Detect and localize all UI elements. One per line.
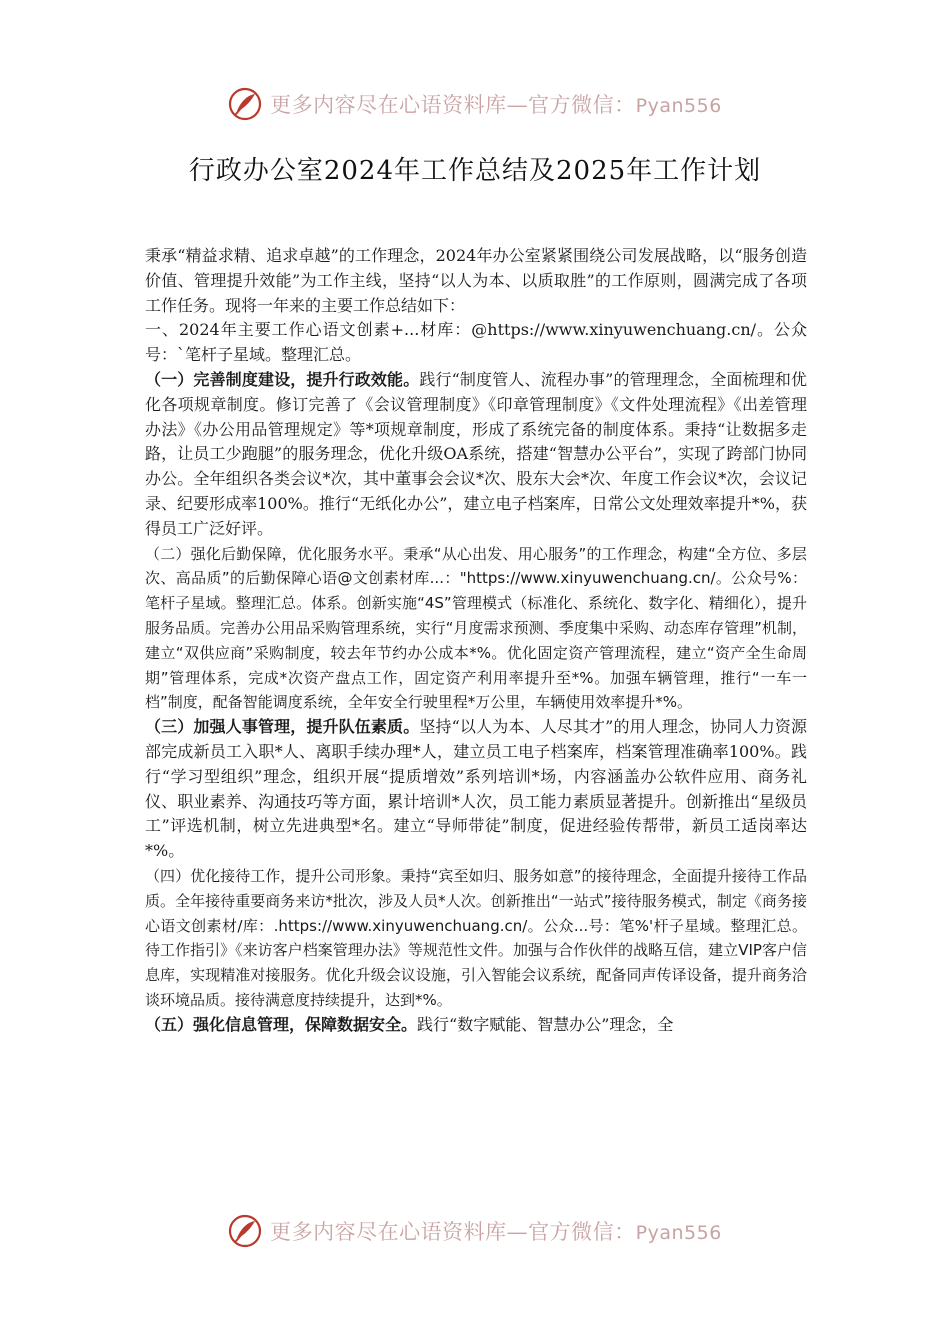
banner-text: 更多内容尽在心语资料库—官方微信：Pyan556 <box>270 1220 722 1244</box>
paragraph-5-heading: （五）强化信息管理，保障数据安全。 <box>145 1014 418 1034</box>
quill-logo-icon <box>228 87 262 121</box>
paragraph-5 <box>145 1013 807 1038</box>
document-body <box>145 244 807 1038</box>
paragraph-2: （二）强化后勤保障，优化服务水平。秉承“从心出发、用心服务”的工作理念，构建“全方位、多层次、高品质”的后勤保障心语@文创素材库...："https://www.xinyuwenchuang.cn/。公众号%：笔杆子星域。整理汇总。体系。创新实施“4S”管理模式（标准化、系统化、数字化、精细化），提升服务品质。完善办公用品采购管理系统，实行“月度需求预测、季度集中采购、动态库存管理”机制，建立“双供应商”采购制度，较去年节约办公成本*%。优化固定资产管理流程，建立“资产全生命周期”管理体系，完成*次资产盘点工作，固定资产利用率提升至*%。加强车辆管理，推行“一车一档”制度，配备智能调度系统，全年安全行驶里程*万公里，车辆使用效率提升*%。 <box>145 544 807 712</box>
paragraph-4: （四）优化接待工作，提升公司形象。秉持“宾至如归、服务如意”的接待理念，全面提升接待工作品质。全年接待重要商务来访*批次，涉及人员*人次。创新推出“一站式”接待服务模式，制定《商务接心语文创素材/库：.https://www.xinyuwenchuang.cn/。公众...号：笔%'杆子星域。整理汇总。待工作指引》《来访客户档案管理办法》等规范性文件。加强与合作伙伴的战略互信，建立VIP客户信息库，实现精准对接服务。优化升级会议设施，引入智能会议系统，配备同声传译设备，提升商务洽谈环境品质。接待满意度持续提升，达到*%。 <box>145 866 807 1009</box>
quill-logo-icon <box>228 1214 262 1248</box>
document-title: 行政办公室2024年工作总结及2025年工作计划 <box>188 156 762 186</box>
section-heading: 一、2024年主要工作心语文创素+...材库：@https://www.xinyuwenchuang.cn/。公众号：`笔杆子星域。整理汇总。 <box>145 320 807 365</box>
header-banner <box>0 84 950 124</box>
paragraph-5-body: 践行“数字赋能、智慧办公”理念，全 <box>417 1014 674 1034</box>
wechat-id: Pyan556 <box>635 95 722 117</box>
wechat-id: Pyan556 <box>635 1222 722 1244</box>
paragraph-1 <box>145 368 807 542</box>
paragraph-1-heading: （一）完善制度建设，提升行政效能。 <box>145 369 420 389</box>
paragraph-3 <box>145 715 807 864</box>
intro-paragraph: 秉承“精益求精、追求卓越”的工作理念，2024年办公室紧紧围绕公司发展战略，以“服务创造价值、管理提升效能”为工作主线，坚持“以人为本、以质取胜”的工作原则，圆满完成了各项工作任务。现将一年来的主要工作总结如下： <box>145 246 807 315</box>
footer-banner <box>0 1211 950 1251</box>
paragraph-3-heading: （三）加强人事管理，提升队伍素质。 <box>145 717 420 737</box>
paragraph-3-body: 坚持“以人为本、人尽其才”的用人理念，协同人力资源部完成新员工入职*人、离职手续办理*人，建立员工电子档案库，档案管理准确率100%。践行“学习型组织”理念，组织开展“提质增效”系列培训*场，内容涵盖办公软件应用、商务礼仪、职业素养、沟通技巧等方面，累计培训*人次，员工能力素质显著提升。创新推出“星级员工”评选机制，树立先进典型*名。建立“导师带徒”制度，促进经验传帮带，新员工适岗率达*%。 <box>145 717 807 861</box>
banner-text: 更多内容尽在心语资料库—官方微信：Pyan556 <box>270 93 722 117</box>
paragraph-1-body: 践行“制度管人、流程办事”的管理理念，全面梳理和优化各项规章制度。修订完善了《会议管理制度》《印章管理制度》《文件处理流程》《出差管理办法》《办公用品管理规定》等*项规章制度，形成了系统完备的制度体系。秉持“让数据多走路，让员工少跑腿”的服务理念，优化升级OA系统，搭建“智慧办公平台”，实现了跨部门协同办公。全年组织各类会议*次，其中董事会会议*次、股东大会*次、年度工作会议*次，会议记录、纪要形成率100%。推行“无纸化办公”，建立电子档案库，日常公文处理效率提升*%，获得员工广泛好评。 <box>145 369 807 538</box>
